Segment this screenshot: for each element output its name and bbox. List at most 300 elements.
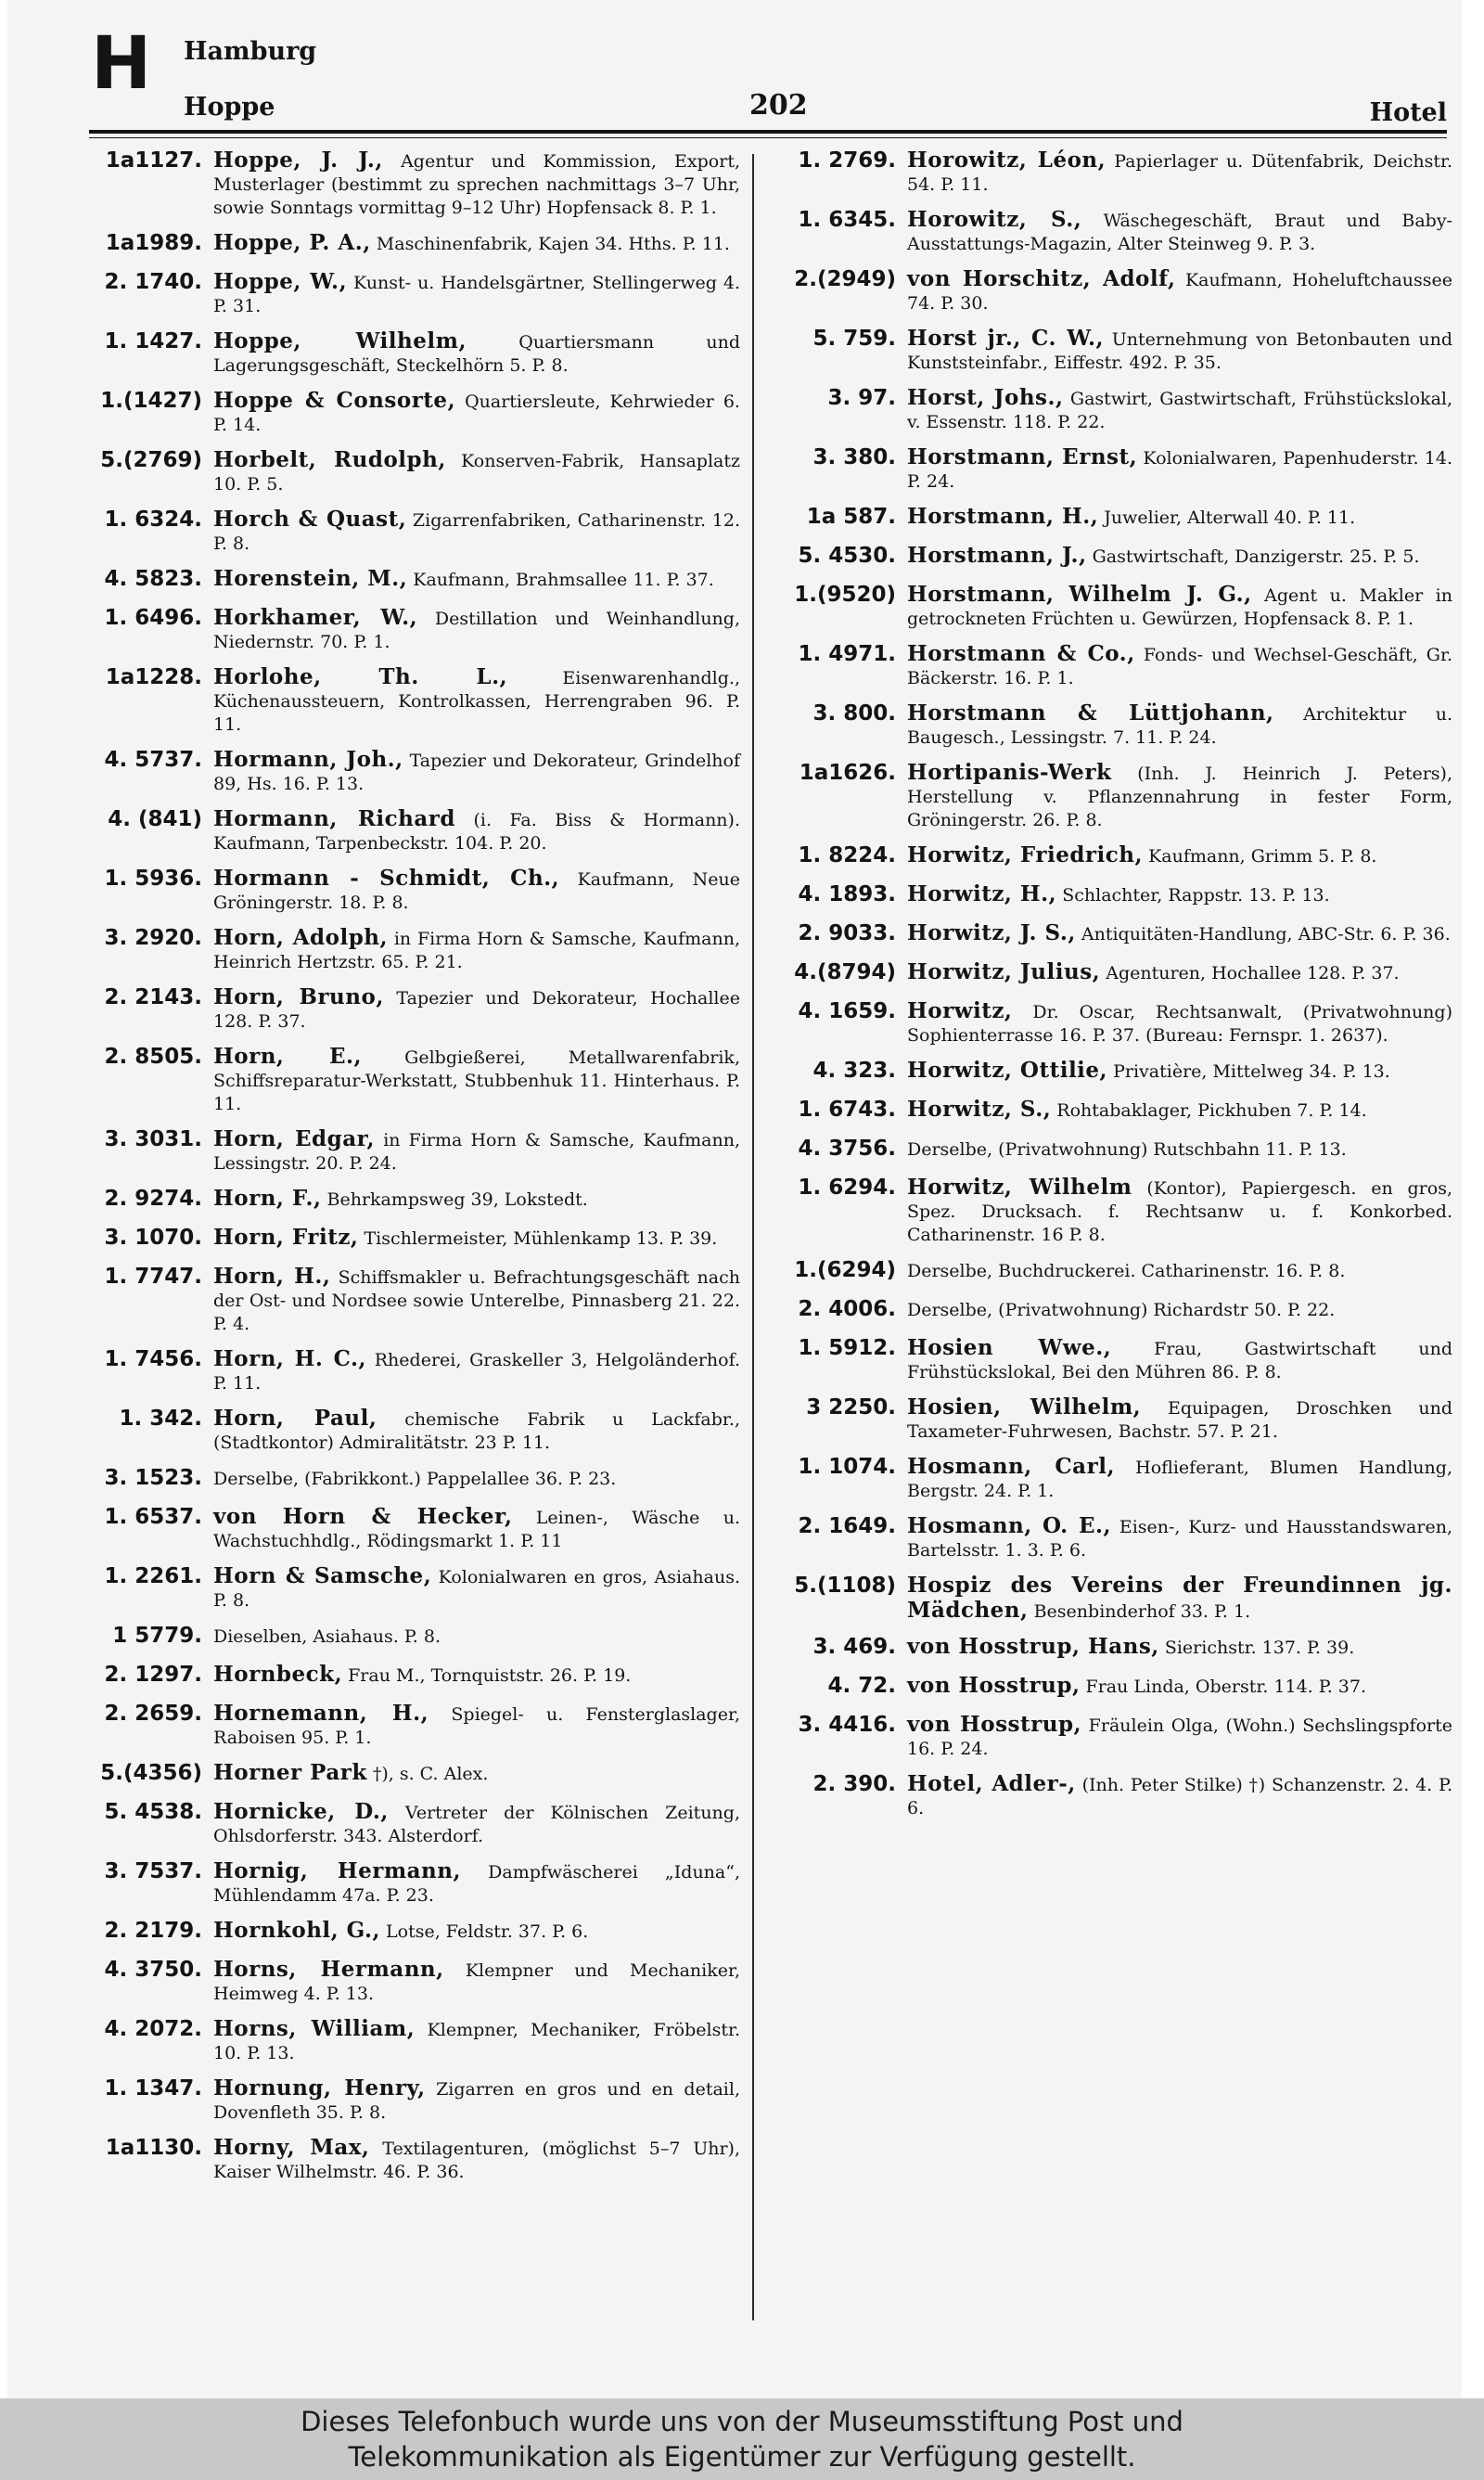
phone-number: 1. 6345. <box>798 208 896 232</box>
directory-entry <box>91 1663 740 1690</box>
entry-name: Horowitz, Léon, <box>907 148 1107 173</box>
directory-entry <box>785 1336 1452 1384</box>
entry-body <box>907 1395 1452 1444</box>
entry-details: Agentur und Kommission, Export, Musterlager (bestimmt zu sprechen nachmittags 3–7 Uhr, sowie Sonntags vormittag 9–12 Uhr) Hopfensack 8. P. 1. <box>213 151 741 218</box>
entry-details: Vertreter der Kölnischen Zeitung, Ohlsdorferstr. 343. Alsterdorf. <box>213 1803 740 1846</box>
directory-entry <box>91 2076 740 2125</box>
entry-name: Horns, William, <box>213 2016 416 2041</box>
phone-number: 1. 1074. <box>798 1455 896 1479</box>
entry-body <box>907 505 1452 530</box>
entry-details: Sierichstr. 137. P. 39. <box>1164 1638 1355 1658</box>
entry-body <box>907 1137 1452 1162</box>
entry-details: Besenbinderhof 33. P. 1. <box>1033 1601 1251 1622</box>
entry-body <box>907 882 1452 907</box>
entry-details: Derselbe, (Privatwohnung) Richardstr 50. P. 22. <box>907 1300 1336 1320</box>
entry-details: Konserven-Fabrik, Hansaplatz 10. P. 5. <box>213 451 740 495</box>
phone-number: 3. 3031. <box>104 1127 202 1151</box>
directory-entry <box>785 1455 1452 1503</box>
entry-details: Leinen-, Wäsche u. Wachstuchhdlg., Rödingsmarkt 1. P. 11 <box>213 1508 740 1551</box>
entry-details: Antiquitäten-Handlung, ABC-Str. 6. P. 36. <box>1081 924 1451 944</box>
entry-name: Horn, Fritz, <box>213 1225 359 1250</box>
entry-details: Tapezier und Dekorateur, Grindelhof 89, Hs. 16. P. 13. <box>213 751 740 794</box>
directory-entry <box>91 1564 740 1613</box>
phone-number: 1. 5912. <box>798 1336 896 1360</box>
entry-name: Horwitz, S., <box>907 1097 1052 1122</box>
entry-name: Horstmann, Wilhelm J. G., <box>907 582 1252 607</box>
entry-body <box>213 1127 740 1176</box>
phone-number: 5. 4530. <box>798 544 896 568</box>
entry-details: Gelbgießerei, Metallwarenfabrik, Schiffsreparatur-Werkstatt, Stubbenhuk 11. Hinterhaus. P. 11. <box>213 1047 740 1114</box>
entry-details: Architektur u. Baugesch., Lessingstr. 7. 11. P. 24. <box>907 704 1453 748</box>
entry-body <box>213 1800 740 1848</box>
directory-entry <box>785 843 1452 871</box>
entry-details: †), s. C. Alex. <box>372 1764 489 1784</box>
entry-details: Maschinenfabrik, Kajen 34. Hths. P. 11. <box>376 234 730 254</box>
entry-name: Horn, Bruno, <box>213 984 384 1009</box>
phone-number: 3. 2920. <box>104 926 202 950</box>
entry-name: Hoppe, J. J., <box>213 148 383 173</box>
entry-body <box>907 148 1452 197</box>
directory-entry <box>91 231 740 259</box>
entry-details: (Kontor), Papiergesch. en gros, Spez. Drucksach. f. Rechtsanw u. f. Konkorbed. Catharinenstr. 16 P. 8. <box>907 1178 1452 1245</box>
phone-number: 3. 7537. <box>104 1859 202 1883</box>
entry-body <box>907 267 1452 315</box>
entry-body <box>907 445 1452 494</box>
directory-entry <box>91 1919 740 1947</box>
entry-name: Horwitz, H., <box>907 881 1057 906</box>
directory-entry <box>785 445 1452 494</box>
phone-number: 2.(2949) <box>794 267 896 291</box>
entry-body <box>213 1564 740 1613</box>
directory-entry <box>785 148 1452 197</box>
directory-entry <box>91 1347 740 1395</box>
phone-number: 1a1989. <box>105 231 202 255</box>
entry-name: von Hosstrup, <box>907 1712 1082 1737</box>
footer-line-2: Telekommunikation als Eigentümer zur Verfügung gestellt. <box>348 2441 1136 2473</box>
entry-body <box>213 926 740 974</box>
entry-name: Hosien, Wilhelm, <box>907 1394 1142 1420</box>
entry-body <box>213 1505 740 1553</box>
entry-body <box>907 1514 1452 1562</box>
entry-details: (Inh. Peter Stilke) †) Schanzenstr. 2. 4. P. 6. <box>907 1775 1452 1818</box>
entry-name: Horwitz, <box>907 998 1013 1023</box>
footer-line-1: Dieses Telefonbuch wurde uns von der Museumsstiftung Post und <box>301 2406 1183 2437</box>
entry-details: Derselbe, (Privatwohnung) Rutschbahn 11. P. 13. <box>907 1139 1347 1160</box>
directory-entry <box>91 329 740 378</box>
directory-entry <box>785 1713 1452 1761</box>
entry-details: Destillation und Weinhandlung, Niedernstr. 70. P. 1. <box>213 609 740 652</box>
directory-entry <box>91 1127 740 1176</box>
directory-entry <box>91 2136 740 2184</box>
entry-body <box>213 329 740 378</box>
phone-number: 2. 1649. <box>798 1514 896 1538</box>
directory-entry <box>91 448 740 496</box>
phone-number: 1. 6294. <box>798 1176 896 1200</box>
phone-number: 1a1228. <box>105 665 202 689</box>
directory-entry <box>785 1635 1452 1663</box>
entry-body <box>213 1466 740 1491</box>
phone-number: 3. 380. <box>812 445 896 469</box>
entry-name: Horn, Paul, <box>213 1406 377 1431</box>
directory-entry <box>785 1258 1452 1286</box>
directory-entry <box>785 583 1452 631</box>
directory-entry <box>91 985 740 1034</box>
directory-entry <box>785 761 1452 832</box>
entry-details: Equipagen, Droschken und Taxameter-Fuhrwesen, Bachstr. 57. P. 21. <box>907 1398 1452 1442</box>
entry-name: Horwitz, Friedrich, <box>907 842 1144 867</box>
entry-name: Horwitz, J. S., <box>907 920 1076 945</box>
directory-entry <box>91 270 740 318</box>
directory-entry <box>785 1137 1452 1164</box>
phone-number: 2. 9274. <box>104 1187 202 1211</box>
entry-details: Kunst- u. Handelsgärtner, Stellingerweg 4. P. 31. <box>213 273 740 316</box>
directory-entry <box>91 1859 740 1908</box>
entry-name: Hospiz des Vereins der Freundinnen jg. Mädchen, <box>907 1573 1452 1623</box>
phone-number: 3. 469. <box>812 1635 896 1659</box>
entry-body <box>213 148 740 220</box>
directory-entry <box>785 1772 1452 1820</box>
directory-entry <box>785 505 1452 533</box>
entry-body <box>907 960 1452 985</box>
directory-entry <box>91 867 740 915</box>
entry-details: Eisen-, Kurz- und Hausstandswaren, Bartelsstr. 1. 3. P. 6. <box>907 1517 1452 1561</box>
entry-name: Horst jr., C. W., <box>907 326 1104 351</box>
entry-body <box>907 1574 1452 1624</box>
phone-number: 2. 8505. <box>104 1045 202 1069</box>
entry-name: Hornemann, H., <box>213 1701 429 1726</box>
entry-details: Agent u. Makler in getrockneten Früchten u. Gewürzen, Hopfensack 8. P. 1. <box>907 585 1452 629</box>
phone-number: 4. 1659. <box>798 999 896 1023</box>
entry-details: Zigarren en gros und en detail, Dovenfleth 35. P. 8. <box>213 2079 740 2123</box>
directory-entry <box>785 208 1452 256</box>
phone-number: 1. 1347. <box>104 2076 202 2101</box>
directory-entry <box>91 606 740 654</box>
entry-body <box>213 1663 740 1688</box>
entry-body <box>213 1347 740 1395</box>
phone-number: 1a 587. <box>806 505 896 529</box>
entry-name: Hoppe, Wilhelm, <box>213 328 467 353</box>
directory-entry <box>91 1407 740 1455</box>
directory-entry <box>91 1466 740 1494</box>
directory-entry <box>91 1702 740 1750</box>
entry-name: Horwitz, Julius, <box>907 959 1101 984</box>
entry-name: Horowitz, S., <box>907 207 1082 232</box>
directory-entry <box>785 1674 1452 1702</box>
entry-details: Schlachter, Rappstr. 13. P. 13. <box>1062 885 1330 906</box>
phone-number: 2. 1297. <box>104 1663 202 1687</box>
directory-entry <box>785 544 1452 572</box>
entry-name: Hoppe & Consorte, <box>213 388 456 413</box>
directory-entry <box>785 1395 1452 1444</box>
entry-details: Lotse, Feldstr. 37. P. 6. <box>386 1921 589 1942</box>
entry-body <box>213 270 740 318</box>
phone-number: 1. 2769. <box>798 148 896 173</box>
entry-body <box>907 1297 1452 1322</box>
entry-body <box>907 921 1452 946</box>
entry-name: Horstmann & Co., <box>907 641 1135 666</box>
entry-details: Fonds- und Wechsel-Geschäft, Gr. Bäckerstr. 16. P. 1. <box>907 645 1452 688</box>
entry-details: Frau M., Tornquiststr. 26. P. 19. <box>348 1665 632 1686</box>
directory-entry <box>91 926 740 974</box>
directory-entry <box>91 1958 740 2006</box>
left-column <box>91 148 740 2195</box>
entry-body <box>213 1919 740 1944</box>
phone-number: 2. 1740. <box>104 270 202 294</box>
city-heading: Hamburg <box>184 37 317 66</box>
entry-body <box>907 1176 1452 1247</box>
directory-entry <box>91 1226 740 1253</box>
column-divider <box>752 154 754 2320</box>
directory-entry <box>91 748 740 796</box>
entry-details: Gastwirt, Gastwirtschaft, Frühstückslokal, v. Essenstr. 118. P. 22. <box>907 389 1453 432</box>
entry-details: Privatière, Mittelweg 34. P. 13. <box>1113 1061 1390 1082</box>
phone-number: 1. 6324. <box>104 508 202 532</box>
entry-details: Rhederei, Graskeller 3, Helgoländerhof. P. 11. <box>213 1350 741 1394</box>
entry-name: Horstmann, H., <box>907 504 1099 529</box>
phone-number: 4. 3756. <box>798 1137 896 1161</box>
entry-name: Hornkohl, G., <box>213 1918 380 1943</box>
entry-name: Horwitz, Wilhelm <box>907 1175 1132 1200</box>
phone-number: 1a1127. <box>105 148 202 173</box>
phone-number: 5.(4356) <box>100 1761 202 1785</box>
entry-details: Kaufmann, Grimm 5. P. 8. <box>1148 846 1377 867</box>
entry-details: Kolonialwaren, Papenhuderstr. 14. P. 24. <box>907 448 1452 492</box>
entry-body <box>907 1635 1452 1660</box>
phone-number: 1. 7456. <box>104 1347 202 1371</box>
entry-body <box>213 985 740 1034</box>
entry-details: Derselbe, (Fabrikkont.) Pappelallee 36. P. 23. <box>213 1469 617 1489</box>
entry-body <box>907 1455 1452 1503</box>
entry-name: Hornung, Henry, <box>213 2075 426 2101</box>
entry-body <box>907 583 1452 631</box>
directory-entry <box>785 1297 1452 1325</box>
phone-number: 4. 1893. <box>798 882 896 906</box>
entry-details: Quartiersleute, Kehrwieder 6. P. 14. <box>213 392 740 435</box>
directory-entry <box>785 1059 1452 1086</box>
entry-name: Hoppe, W., <box>213 269 348 294</box>
directory-entry <box>785 386 1452 434</box>
entry-details: Kaufmann, Hoheluftchaussee 74. P. 30. <box>907 270 1453 314</box>
entry-name: Horbelt, Rudolph, <box>213 447 446 472</box>
phone-number: 4. 3750. <box>104 1958 202 1982</box>
page-number: 202 <box>749 89 808 122</box>
directory-entry <box>91 1187 740 1214</box>
entry-body <box>213 389 740 437</box>
entry-details: Gastwirtschaft, Danzigerstr. 25. P. 5. <box>1092 546 1420 567</box>
directory-entry <box>91 1761 740 1789</box>
phone-number: 1. 2261. <box>104 1564 202 1588</box>
entry-body <box>213 2017 740 2065</box>
phone-number: 1. 4971. <box>798 642 896 666</box>
entry-name: Horkhamer, W., <box>213 605 418 630</box>
entry-details: Dr. Oscar, Rechtsanwalt, (Privatwohnung) Sophienterrasse 16. P. 37. (Bureau: Fernspr. 1. 2637). <box>907 1002 1452 1046</box>
phone-number: 1. 342. <box>119 1407 202 1431</box>
phone-number: 4. 5737. <box>104 748 202 772</box>
phone-number: 1. 5936. <box>104 867 202 891</box>
phone-number: 1a1130. <box>105 2136 202 2160</box>
entry-body <box>213 1226 740 1251</box>
directory-entry <box>785 1098 1452 1125</box>
entry-name: von Horn & Hecker, <box>213 1504 513 1529</box>
entry-body <box>907 1098 1452 1123</box>
entry-details: Behrkampsweg 39, Lokstedt. <box>326 1189 588 1210</box>
phone-number: 5.(1108) <box>794 1574 896 1598</box>
phone-number: 5.(2769) <box>100 448 202 472</box>
entry-details: Dieselben, Asiahaus. P. 8. <box>213 1626 441 1647</box>
directory-entry <box>785 1514 1452 1562</box>
entry-body <box>907 1059 1452 1084</box>
directory-entry <box>91 807 740 855</box>
range-end: Hotel <box>1369 98 1447 127</box>
phone-number: 1.(1427) <box>100 389 202 413</box>
entry-name: Hornicke, D., <box>213 1799 389 1824</box>
entry-body <box>907 386 1452 434</box>
entry-details: Unternehmung von Betonbauten und Kunststeinfabr., Eiffestr. 492. P. 35. <box>907 329 1452 373</box>
page-header <box>7 0 1462 139</box>
directory-entry <box>91 1624 740 1651</box>
entry-details: Schiffsmakler u. Befrachtungsgeschäft nach der Ost- und Nordsee sowie Unterelbe, Pinnasberg 21. 22. P. 4. <box>213 1267 741 1334</box>
phone-number: 1. 7747. <box>104 1265 202 1289</box>
phone-number: 2. 4006. <box>798 1297 896 1321</box>
entry-body <box>213 2136 740 2184</box>
directory-entry <box>785 921 1452 949</box>
entry-body <box>907 761 1452 832</box>
entry-name: Horner Park <box>213 1760 367 1785</box>
entry-body <box>907 327 1452 375</box>
entry-name: Horn, E., <box>213 1044 363 1069</box>
phone-number: 1 5779. <box>112 1624 202 1648</box>
entry-details: (i. Fa. Biss & Hormann). Kaufmann, Tarpenbeckstr. 104. P. 20. <box>213 810 741 854</box>
phone-number: 1.(9520) <box>794 583 896 607</box>
right-column <box>785 148 1452 1831</box>
entry-body <box>907 642 1452 690</box>
phone-number: 1. 1427. <box>104 329 202 353</box>
entry-name: Hosmann, O. E., <box>907 1513 1112 1538</box>
entry-details: Dampfwäscherei „Iduna“, Mühlendamm 47a. P. 23. <box>213 1862 740 1906</box>
phone-number: 4. 72. <box>827 1674 896 1698</box>
entry-name: Horn & Samsche, <box>213 1563 432 1588</box>
entry-details: Quartiersmann und Lagerungsgeschäft, Steckelhörn 5. P. 8. <box>213 332 740 376</box>
directory-entry <box>91 1800 740 1848</box>
entry-details: Kaufmann, Neue Gröningerstr. 18. P. 8. <box>213 869 740 913</box>
directory-entry <box>91 2017 740 2065</box>
phone-number: 3. 4416. <box>798 1713 896 1737</box>
entry-name: Hormann, Joh., <box>213 747 403 772</box>
entry-body <box>907 1674 1452 1699</box>
phone-number: 1. 6537. <box>104 1505 202 1529</box>
footer-notice <box>0 2398 1484 2480</box>
directory-entry <box>91 508 740 556</box>
entry-body <box>907 1772 1452 1820</box>
entry-details: Textilagenturen, (möglichst 5–7 Uhr), Kaiser Wilhelmstr. 46. P. 36. <box>213 2139 741 2182</box>
phone-number: 4. 2072. <box>104 2017 202 2041</box>
entry-details: Agenturen, Hochallee 128. P. 37. <box>1106 963 1400 983</box>
entry-name: Horny, Max, <box>213 2135 370 2160</box>
phone-number: 1a1626. <box>799 761 896 785</box>
entry-name: Hoppe, P. A., <box>213 230 371 255</box>
directory-entry <box>91 665 740 737</box>
entry-body <box>907 701 1452 750</box>
entry-name: Horstmann, Ernst, <box>907 444 1138 469</box>
entry-details: Zigarrenfabriken, Catharinenstr. 12. P. 8. <box>213 510 740 554</box>
phone-number: 1.(6294) <box>794 1258 896 1282</box>
entry-name: Horn, H., <box>213 1264 331 1289</box>
phone-number: 5. 759. <box>812 327 896 351</box>
phone-number: 4. 323. <box>812 1059 896 1083</box>
entry-details: Frau Linda, Oberstr. 114. P. 37. <box>1085 1677 1366 1697</box>
directory-entry <box>785 1176 1452 1247</box>
entry-name: Horns, Hermann, <box>213 1957 444 1982</box>
entry-body <box>213 2076 740 2125</box>
entry-body <box>213 748 740 796</box>
entry-name: von Hosstrup, <box>907 1673 1081 1698</box>
phone-number: 2. 2659. <box>104 1702 202 1726</box>
entry-name: Horstmann & Lüttjohann, <box>907 700 1274 726</box>
entry-details: Tischlermeister, Mühlenkamp 13. P. 39. <box>364 1228 718 1249</box>
entry-name: Horenstein, M., <box>213 566 408 591</box>
entry-details: chemische Fabrik u Lackfabr., (Stadtkontor) Admiralitätstr. 23 P. 11. <box>213 1409 740 1453</box>
entry-details: Rohtabaklager, Pickhuben 7. P. 14. <box>1056 1100 1367 1121</box>
directory-entry <box>91 1505 740 1553</box>
directory-entry <box>785 701 1452 750</box>
entry-body <box>213 1187 740 1212</box>
entry-body <box>213 1859 740 1908</box>
entry-body <box>213 1045 740 1116</box>
header-rule <box>89 130 1447 134</box>
entry-name: Hosien Wwe., <box>907 1335 1112 1360</box>
phone-number: 3. 1070. <box>104 1226 202 1250</box>
directory-entry <box>785 882 1452 910</box>
directory-entry <box>785 999 1452 1047</box>
phone-number: 4. (841) <box>108 807 202 831</box>
entry-body <box>907 1713 1452 1761</box>
entry-details: Klempner, Mechaniker, Fröbelstr. 10. P. 13. <box>213 2020 741 2063</box>
entry-details: Juwelier, Alterwall 40. P. 11. <box>1104 508 1356 528</box>
entry-body <box>907 1336 1452 1384</box>
entry-body <box>213 508 740 556</box>
phone-number: 3. 800. <box>812 701 896 726</box>
phone-number: 3. 97. <box>827 386 896 410</box>
entry-body <box>213 867 740 915</box>
directory-entry <box>785 960 1452 988</box>
directory-entry <box>785 1574 1452 1624</box>
entry-details: Tapezier und Dekorateur, Hochallee 128. P. 37. <box>213 988 740 1032</box>
directory-page <box>7 0 1462 2398</box>
entry-name: von Horschitz, Adolf, <box>907 266 1176 291</box>
entry-details: Papierlager u. Dütenfabrik, Deichstr. 54. P. 11. <box>907 151 1452 195</box>
entry-name: Hornbeck, <box>213 1662 343 1687</box>
directory-entry <box>785 327 1452 375</box>
entry-name: Hotel, Adler-, <box>907 1771 1076 1796</box>
entry-body <box>213 1958 740 2006</box>
directory-entry <box>91 148 740 220</box>
entry-name: Horwitz, Ottilie, <box>907 1058 1108 1083</box>
entry-body <box>907 544 1452 569</box>
directory-entry <box>91 1045 740 1116</box>
header-rule-thin <box>89 137 1447 138</box>
entry-body <box>213 1407 740 1455</box>
entry-details: Kolonialwaren en gros, Asiahaus. P. 8. <box>213 1567 740 1611</box>
entry-body <box>907 999 1452 1047</box>
phone-number: 4.(8794) <box>794 960 896 984</box>
directory-entry <box>91 1265 740 1336</box>
entry-details: Spiegel- u. Fensterglaslager, Raboisen 95. P. 1. <box>213 1704 740 1748</box>
entry-body <box>907 843 1452 868</box>
entry-name: Horstmann, J., <box>907 543 1087 568</box>
entry-name: Hormann, Richard <box>213 806 456 831</box>
entry-details: Eisenwarenhandlg., Küchenaussteuern, Kontrolkassen, Herrengraben 96. P. 11. <box>213 668 740 735</box>
directory-entry <box>91 567 740 595</box>
